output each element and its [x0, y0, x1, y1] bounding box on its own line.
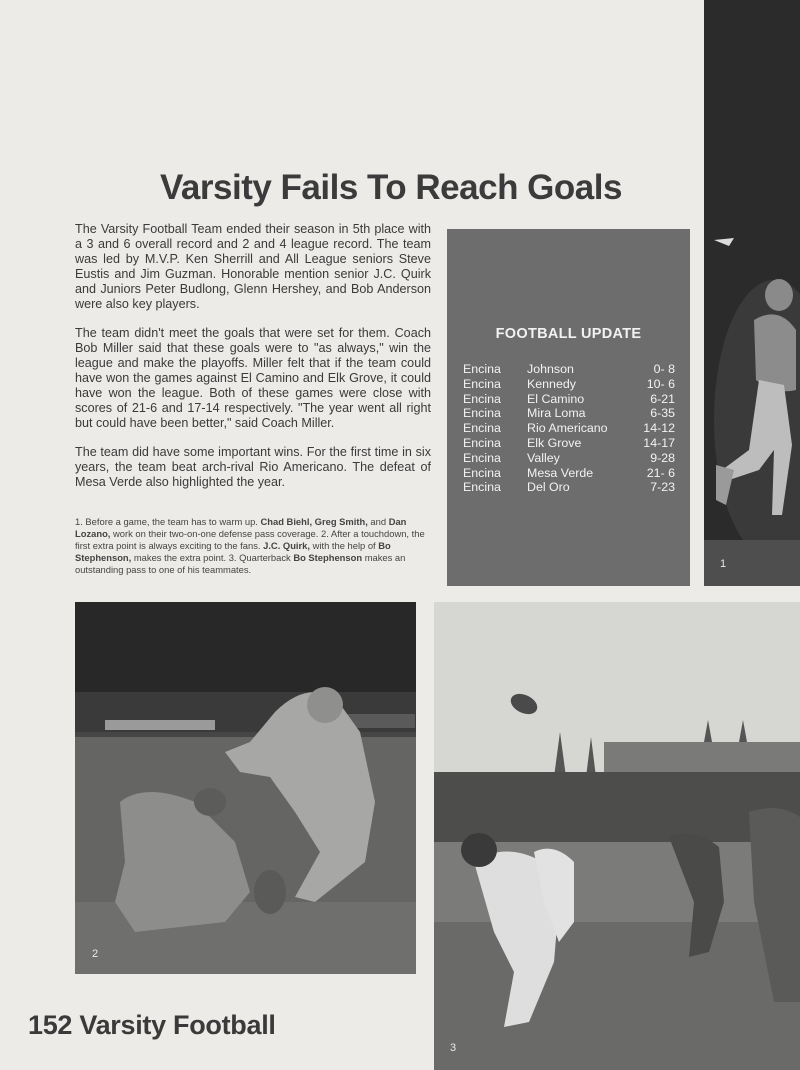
- score-value: 6-35: [650, 406, 675, 421]
- score-value: 14-12: [643, 421, 675, 436]
- photo-quarterback-pass-image: [434, 602, 800, 1070]
- score-value: 6-21: [650, 391, 675, 406]
- caption-text: makes the extra point. 3. Quarterback: [131, 552, 294, 563]
- score-row: [463, 480, 675, 495]
- photo-warmup: [704, 0, 800, 586]
- score-team: Encina: [463, 406, 501, 421]
- caption-text: and: [367, 516, 389, 527]
- football-update-title: FOOTBALL UPDATE: [495, 326, 642, 342]
- score-opponent: El Camino: [527, 391, 585, 406]
- photo-extra-point-image: [75, 602, 416, 974]
- photo-number: 3: [450, 1042, 457, 1054]
- photo-number: 2: [92, 948, 99, 960]
- photo-quarterback-pass: [434, 602, 800, 1070]
- score-row: [463, 436, 675, 451]
- photo-caption: [75, 516, 431, 576]
- score-opponent: Elk Grove: [527, 436, 582, 450]
- photo-warmup-image: [704, 0, 800, 586]
- article-paragraph: The Varsity Football Team ended their season in 5th place with a 3 and 6 overall record and 2 and 4 league record. The team was led by M.V.P. Ken Sherrill and All League seniors Steve Eustis and Jim Guzman. Honorable mention senior J.C. Quirk and Juniors Peter Budlong, Glenn Hershey, and Bob Anderson were also key players.: [75, 222, 431, 311]
- score-team: Encina: [463, 480, 501, 495]
- score-opponent: Mira Loma: [527, 406, 586, 421]
- score-opponent: Rio Americano: [527, 421, 608, 436]
- photo-number: 1: [720, 558, 727, 570]
- caption-name: Chad Biehl, Greg Smith,: [260, 516, 368, 527]
- score-team: Encina: [463, 391, 501, 406]
- score-team: Encina: [463, 436, 501, 450]
- page-footer: 152 Varsity Football: [28, 1010, 276, 1040]
- caption-text: work on their two-on-one defense pass coverage. 2. After a touchdown, the first extra point is always exciting to the fans.: [75, 528, 425, 551]
- caption-name: Bo Stephenson: [293, 552, 363, 563]
- photo-extra-point: [75, 602, 416, 974]
- score-value: 10- 6: [646, 376, 675, 391]
- score-row: [463, 466, 675, 481]
- football-update-box: [447, 229, 690, 586]
- score-row: [463, 451, 675, 466]
- article-paragraph: The team didn't meet the goals that were set for them. Coach Bob Miller said that these goals were to "as always," win the league and make the playoffs. Miller felt that if the team could have won the games against El Camino and Elk Grove, it could have won the league. Both of these games were close with scores of 21-6 and 17-14 respectively. "The year went all right but could have been better," said Coach Miller.: [75, 326, 431, 430]
- score-team: Encina: [463, 450, 501, 465]
- caption-text: makes an outstanding pass to one of his teammates.: [75, 552, 406, 575]
- caption-name: J.C. Quirk,: [263, 540, 310, 551]
- score-opponent: Kennedy: [527, 376, 576, 391]
- score-value: 0- 8: [653, 362, 675, 376]
- score-row: [463, 377, 675, 392]
- score-team: Encina: [463, 376, 501, 391]
- page-headline: Varsity Fails To Reach Goals: [160, 168, 622, 207]
- score-value: 21- 6: [646, 465, 675, 480]
- score-opponent: Del Oro: [527, 480, 570, 495]
- score-team: Encina: [463, 421, 501, 436]
- caption-text: 1. Before a game, the team has to warm up.: [75, 516, 261, 527]
- score-opponent: Valley: [527, 450, 560, 465]
- article-body: [75, 222, 431, 504]
- score-team: Encina: [463, 465, 501, 480]
- score-row: [463, 421, 675, 436]
- score-row: [463, 362, 675, 377]
- score-value: 9-28: [650, 450, 675, 465]
- score-opponent: Johnson: [527, 362, 574, 376]
- score-row: [463, 406, 675, 421]
- score-value: 14-17: [643, 436, 675, 450]
- caption-name: Dan Lozano,: [75, 516, 407, 539]
- article-paragraph: The team did have some important wins. For the first time in six years, the team beat arch-rival Rio Americano. The defeat of Mesa Verde also highlighted the year.: [75, 445, 431, 489]
- score-value: 7-23: [650, 480, 675, 495]
- caption-text: with the help of: [310, 540, 379, 551]
- caption-name: Bo Stephenson,: [75, 540, 391, 563]
- score-team: Encina: [463, 362, 501, 376]
- score-opponent: Mesa Verde: [527, 465, 594, 480]
- score-row: [463, 392, 675, 407]
